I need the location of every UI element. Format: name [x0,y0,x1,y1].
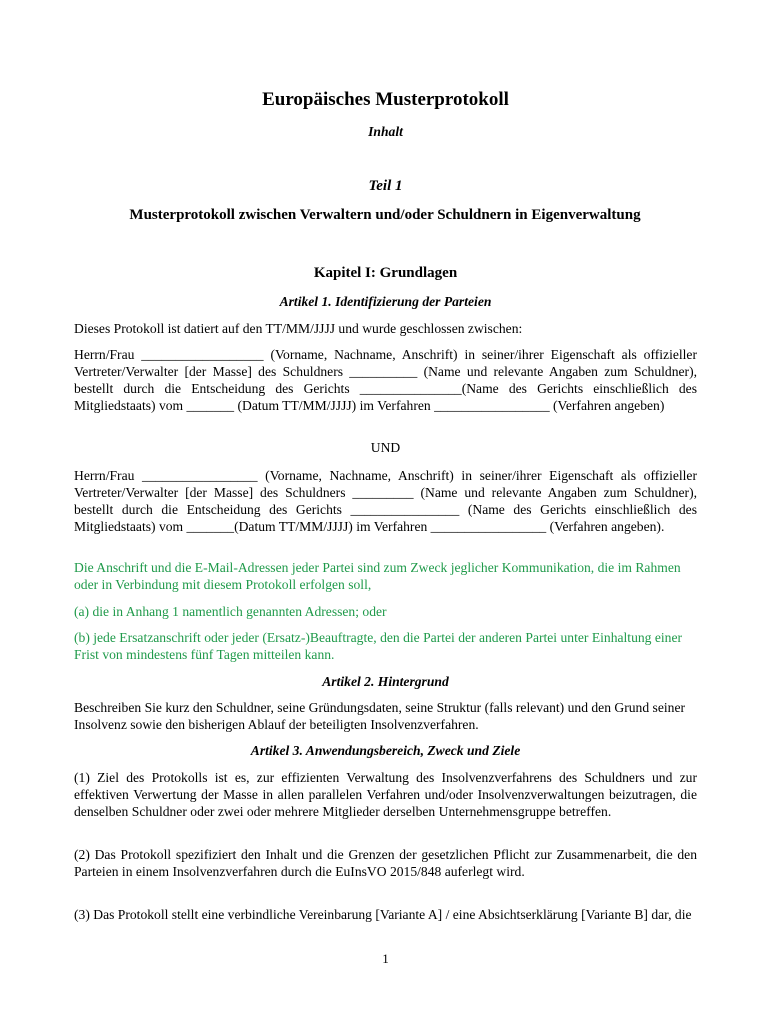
article-1-party-2: Herrn/Frau _________________ (Vorname, Nachname, Anschrift) in seiner/ihrer Eigenschaft als offizieller Vertreter/Verwalter [der Masse] des Schuldners _________ (Name und relevante Angaben zum Schuldner), bestellt durch die Entscheidung des Gerichts ________________ (Name des Gerichts einschließlich des Mitgliedstaats) vom _______(Datum TT/MM/JJJJ) im Verfahren _________________ (Verfahren angeben). [74,468,697,534]
document-subtitle: Inhalt [368,124,403,139]
part-title: Musterprotokoll zwischen Verwaltern und/oder Schuldnern in Eigenverwaltung [129,207,641,223]
address-clause-b: (b) jede Ersatzanschrift oder jeder (Ersatz-)Beauftragte, den die Partei der anderen Partei unter Einhaltung einer Frist von mindestens fünf Tagen mitteilen kann. [74,630,683,662]
address-clause-a: (a) die in Anhang 1 namentlich genannten Adressen; oder [74,604,387,619]
address-clause: Die Anschrift und die E-Mail-Adressen jeder Partei sind zum Zweck jeglicher Kommunikation, die im Rahmen oder in Verbindung mit diesem Protokoll erfolgen soll, [74,560,681,592]
article-3-heading: Artikel 3. Anwendungsbereich, Zweck und Ziele [250,743,521,758]
article-1-intro: Dieses Protokoll ist datiert auf den TT/MM/JJJJ und wurde geschlossen zwischen: [74,321,523,336]
part-label: Teil 1 [368,178,403,194]
article-3-paragraph-1: (1) Ziel des Protokolls ist es, zur effizienten Verwaltung des Insolvenzverfahrens des Schuldners und zur effektiven Verwertung der Masse in allen parallelen Verfahren und/oder Insolvenzverwaltungen beizutragen, die denselben Schuldner oder zwei oder mehrere Mitglieder derselben Unternehmensgruppe betreffen. [74,770,697,819]
article-1-heading: Artikel 1. Identifizierung der Parteien [279,294,492,309]
document-title: Europäisches Musterprotokoll [262,89,509,110]
page-number: 1 [382,951,389,966]
article-1-party-1: Herrn/Frau __________________ (Vorname, Nachname, Anschrift) in seiner/ihrer Eigenschaft als offizieller Vertreter/Verwalter [der Masse] des Schuldners __________ (Name und relevante Angaben zum Schuldner), bestellt durch die Entscheidung des Gerichts _______________(Name des Gerichts einschließlich des Mitgliedstaats) vom _______ (Datum TT/MM/JJJJ) im Verfahren _________________ (Verfahren angeben) [74,347,697,413]
article-3-paragraph-3: (3) Das Protokoll stellt eine verbindliche Vereinbarung [Variante A] / eine Absichtserklärung [Variante B] dar, die [74,907,692,922]
article-2-heading: Artikel 2. Hintergrund [322,674,449,689]
article-3-paragraph-2: (2) Das Protokoll spezifiziert den Inhalt und die Grenzen der gesetzlichen Pflicht zur Zusammenarbeit, die den Parteien in einem Insolvenzverfahren durch die EuInsVO 2015/848 auferlegt wird. [74,847,697,879]
chapter-heading: Kapitel I: Grundlagen [313,265,458,281]
and-separator: UND [370,440,401,455]
article-2-text: Beschreiben Sie kurz den Schuldner, seine Gründungsdaten, seine Struktur (falls relevant) und den Grund seiner Insolvenz sowie den bisherigen Ablauf der beteiligten Insolvenzverfahren. [74,700,686,732]
